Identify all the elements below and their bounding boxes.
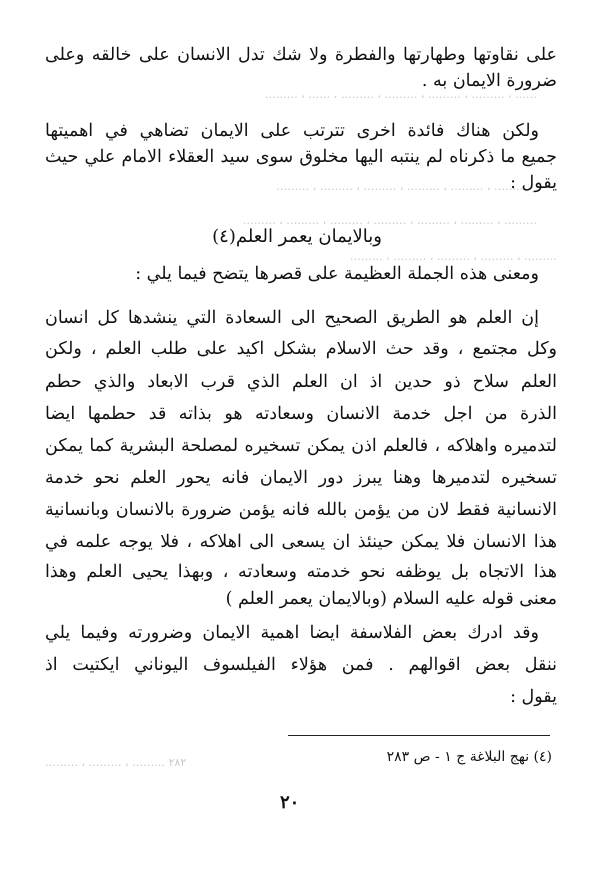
text-line: جميع ما ذكرناه لم ينتبه اليها مخلوق سوى سيد العقلاء الامام علي حيث (45, 147, 557, 167)
bleed-through-mark: ……… ، ……… ، ……… ، ……… ، ……… ، ……… ، ……… (242, 214, 537, 227)
text-line: ننقل بعض اقوالهم . فمن هؤلاء الفيلسوف اليوناني ايكتيت اذ (45, 655, 557, 675)
bleed-through-mark: …… ، ……… ، ……… ، ……… ، ……… ، …… ، ……… (264, 88, 537, 101)
text-line: هذا الاتجاه بل يوظفه نحو خدمته وسعادته ، وبهذا يحيى العلم وهذا (45, 562, 557, 582)
footnote-separator (288, 735, 550, 736)
text-line: العلم سلاح ذو حدين اذ ان العلم الذي قرب الابعاد والذي حطم (45, 372, 557, 392)
text-line: هذا الانسان فلا يمكن حينئذ ان يسعى الى اهلاكه ، فلا يوجه علمه في (45, 532, 557, 552)
text-line: ولكن هناك فائدة اخرى تترتب على الايمان تضاهي في اهميتها (45, 121, 539, 141)
bleed-through-mark: ……… ، ……… ، ……… ، ……… ، ……… (349, 250, 557, 263)
text-line: يقول : (510, 687, 557, 707)
text-line: الذرة من اجل خدمة الانسان وسعادته هو بذاته قد حطمها ايضا (45, 404, 557, 424)
text-line: تسخيره لتدميرها وهنا يبرز دور الايمان فانه يحور العلم نحو خدمة (45, 468, 557, 488)
bleed-through-mark: ……… ، ……… ، ……… ، ……… ، ……… ، ……… (276, 180, 527, 193)
text-line: وكل مجتمع ، وقد حث الاسلام بشكل اكيد على طلب العلم ، ولكن (45, 339, 557, 359)
text-line: إن العلم هو الطريق الصحيح الى السعادة التي ينشدها كل انسان (45, 308, 539, 328)
quote-heading: وبالايمان يعمر العلم(٤) (212, 226, 382, 247)
text-line: لتدميره واهلاكه ، فالعلم اذن يمكن تسخيره لمصلحة البشرية كما يمكن (45, 436, 557, 456)
text-line: الانسانية فقط لان من يؤمن بالله فانه يؤمن ضرورة بالانسان وبانسانية (45, 500, 557, 520)
page-number: ٢٠ (280, 792, 300, 813)
bleed-through-mark: ……… ، ……… ، ……… ٢٨٢ (45, 756, 187, 769)
text-line: يقول : (510, 173, 557, 193)
text-line: معنى قوله عليه السلام (وبالايمان يعمر العلم ) (225, 589, 557, 609)
text-line: ومعنى هذه الجملة العظيمة على قصرها يتضح فيما يلي : (135, 264, 539, 284)
footnote: (٤) نهج البلاغة ج ١ - ص ٢٨٣ (386, 749, 552, 765)
text-line: على نقاوتها وطهارتها والفطرة ولا شك تدل الانسان على خالقه وعلى (45, 45, 557, 65)
text-line: ضرورة الايمان به . (421, 71, 557, 91)
text-line: وقد ادرك بعض الفلاسفة ايضا اهمية الايمان وضرورته وفيما يلي (45, 623, 539, 643)
